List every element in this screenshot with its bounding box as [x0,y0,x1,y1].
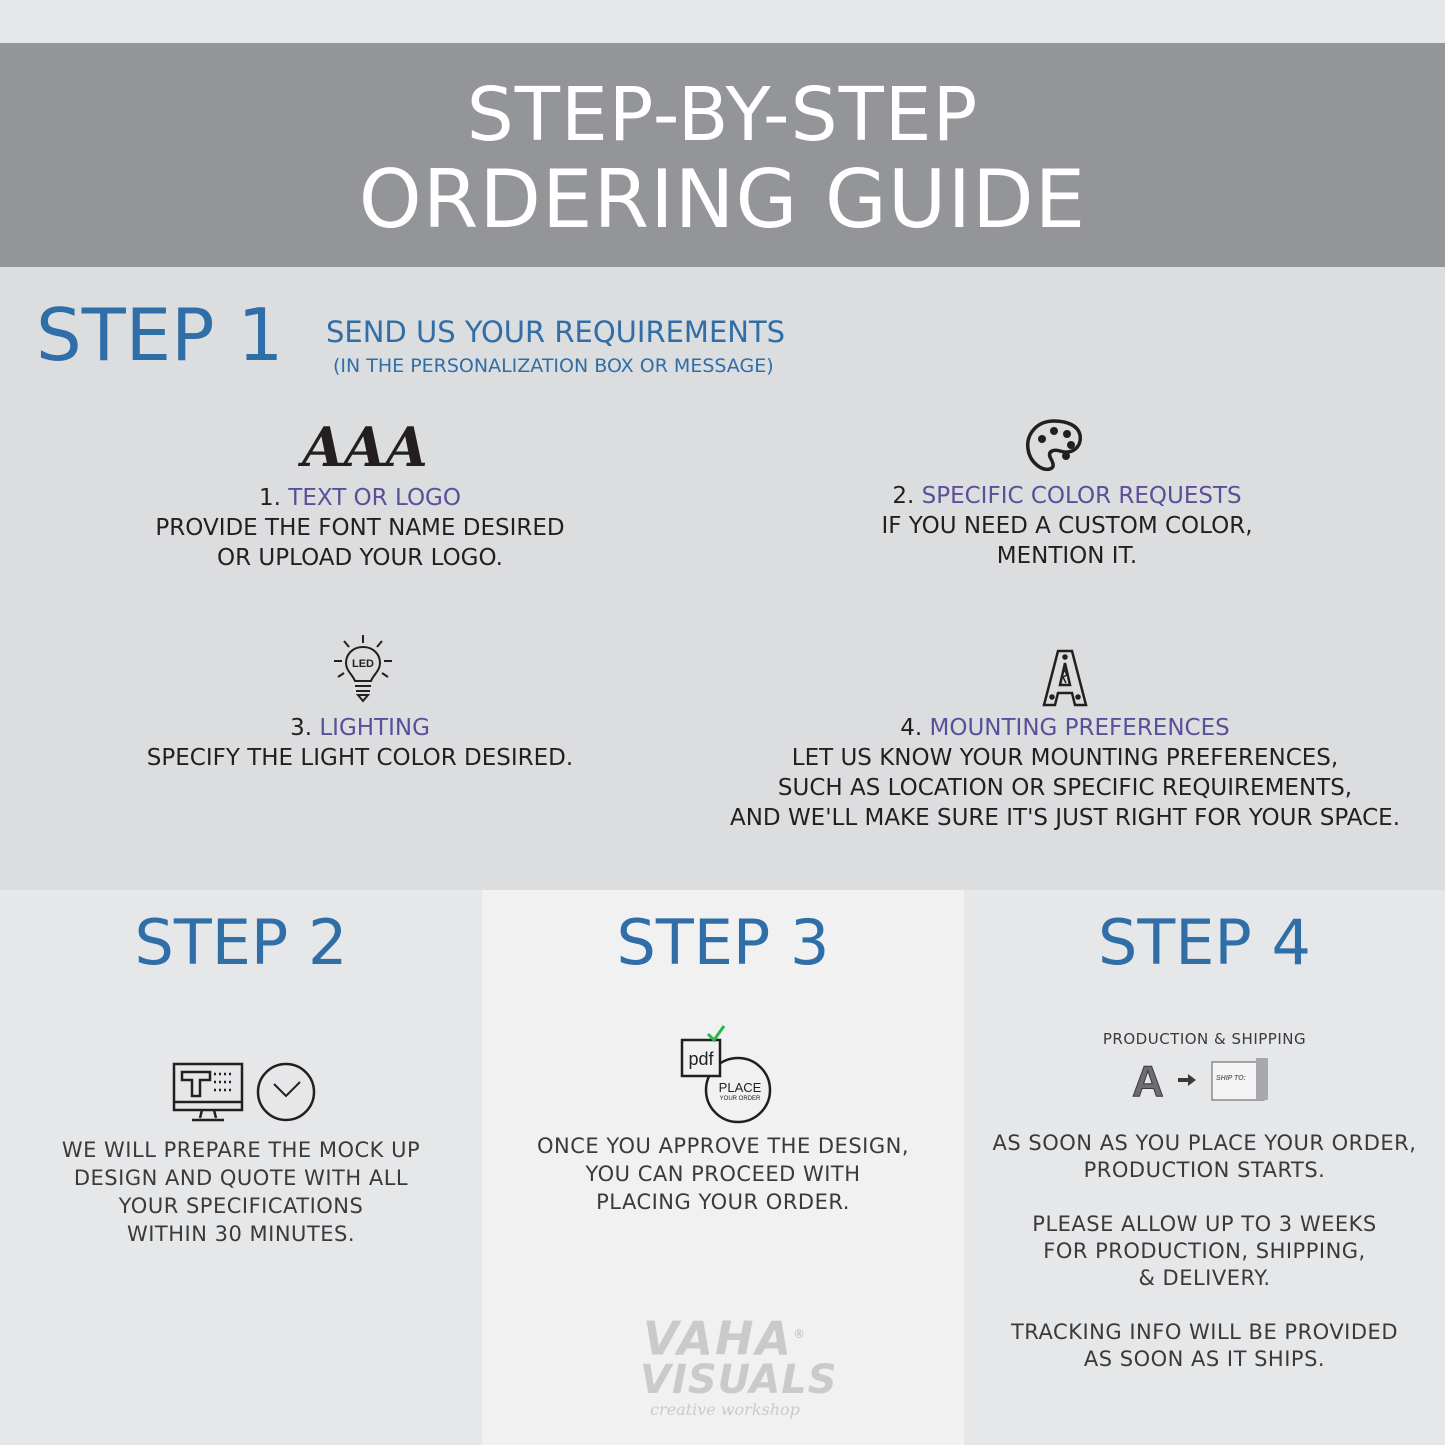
step4-para2 [964,1211,1445,1292]
item-heading: MOUNTING PREFERENCES [929,715,1230,741]
step3-line: PLACING YOUR ORDER. [596,1190,850,1214]
brand-line2: VISUALS [640,1357,838,1404]
step4-line: & DELIVERY. [1138,1266,1271,1290]
step1-subtitle: SEND US YOUR REQUIREMENTS [326,315,786,349]
registered-mark: ® [793,1327,808,1341]
step4-line: PLEASE ALLOW UP TO 3 WEEKS [1032,1212,1377,1236]
step3-line: ONCE YOU APPROVE THE DESIGN, [536,1134,910,1158]
place-text: PLACE [718,1080,762,1095]
step4-title: STEP 4 [1098,906,1311,979]
item-heading: TEXT OR LOGO [288,485,461,511]
step2-description [0,1136,482,1248]
clock-icon [254,1060,318,1128]
item-line: AND WE'LL MAKE SURE IT'S JUST RIGHT FOR YOUR SPACE. [729,805,1401,831]
step3-title: STEP 3 [616,906,830,979]
step4-line: AS SOON AS IT SHIPS. [1083,1347,1326,1371]
shipping-icon [1130,1054,1274,1108]
step4-caption: PRODUCTION & SHIPPING [1102,1030,1307,1048]
step1-item-mounting [700,713,1430,833]
step2-line: YOUR SPECIFICATIONS [118,1194,364,1218]
place-sub-text: YOUR ORDER [719,1096,761,1102]
step2-title: STEP 2 [134,906,348,979]
pdf-text: pdf [688,1049,714,1069]
step1-subtitle-note: (IN THE PERSONALIZATION BOX OR MESSAGE) [333,355,774,377]
step4-line: AS SOON AS YOU PLACE YOUR ORDER, [992,1131,1417,1155]
item-line: PROVIDE THE FONT NAME DESIRED [155,515,565,541]
step2-line: WITHIN 30 MINUTES. [126,1222,356,1246]
mounting-letter-icon [1040,647,1090,713]
step1-item-text-or-logo [100,483,620,573]
item-line: SPECIFY THE LIGHT COLOR DESIRED. [146,745,574,771]
font-icon-text: AAA [302,415,428,479]
step2-line: DESIGN AND QUOTE WITH ALL [73,1166,409,1190]
step4-line: FOR PRODUCTION, SHIPPING, [1043,1239,1366,1263]
item-heading: LIGHTING [319,715,430,741]
top-strip [0,0,1445,43]
step1-title: STEP 1 [36,293,284,377]
led-bulb-icon [330,633,396,709]
page-title-line2: ORDERING GUIDE [358,153,1087,246]
item-line: SUCH AS LOCATION OR SPECIFIC REQUIREMENTS, [777,775,1353,801]
header-banner [0,43,1445,267]
step4-section [964,890,1445,1445]
item-number: 2. [892,483,915,509]
step1-item-lighting [80,713,640,773]
led-icon-text: LED [352,658,374,670]
brand-line1: VAHA [642,1311,794,1366]
letter-a-text: A [1132,1057,1164,1104]
item-line: MENTION IT. [996,543,1138,569]
step2-section [0,890,482,1445]
ship-to-text: SHIP TO: [1216,1075,1246,1082]
step1-section [0,267,1445,890]
item-number: 1. [259,485,281,511]
font-icon [300,417,430,477]
step1-item-color [807,481,1327,571]
step4-para1 [964,1130,1445,1184]
pdf-place-order-icon [678,1020,778,1134]
step4-line: TRACKING INFO WILL BE PROVIDED [1010,1320,1398,1344]
step4-para3 [964,1319,1445,1373]
item-number: 3. [290,715,313,741]
item-number: 4. [900,715,923,741]
brand-logo [640,1311,838,1420]
item-line: LET US KNOW YOUR MOUNTING PREFERENCES, [791,745,1339,771]
item-line: OR UPLOAD YOUR LOGO. [217,545,503,571]
brand-tagline: creative workshop [650,1400,800,1420]
step2-line: WE WILL PREPARE THE MOCK UP [61,1138,421,1162]
page-title-line1: STEP-BY-STEP [466,72,979,158]
step3-line: YOU CAN PROCEED WITH [585,1162,861,1186]
palette-icon [1022,417,1086,481]
step3-description [482,1132,964,1216]
monitor-icon [172,1062,244,1128]
item-line: IF YOU NEED A CUSTOM COLOR, [881,513,1253,539]
item-heading: SPECIFIC COLOR REQUESTS [921,483,1242,509]
step4-line: PRODUCTION STARTS. [1083,1158,1326,1182]
